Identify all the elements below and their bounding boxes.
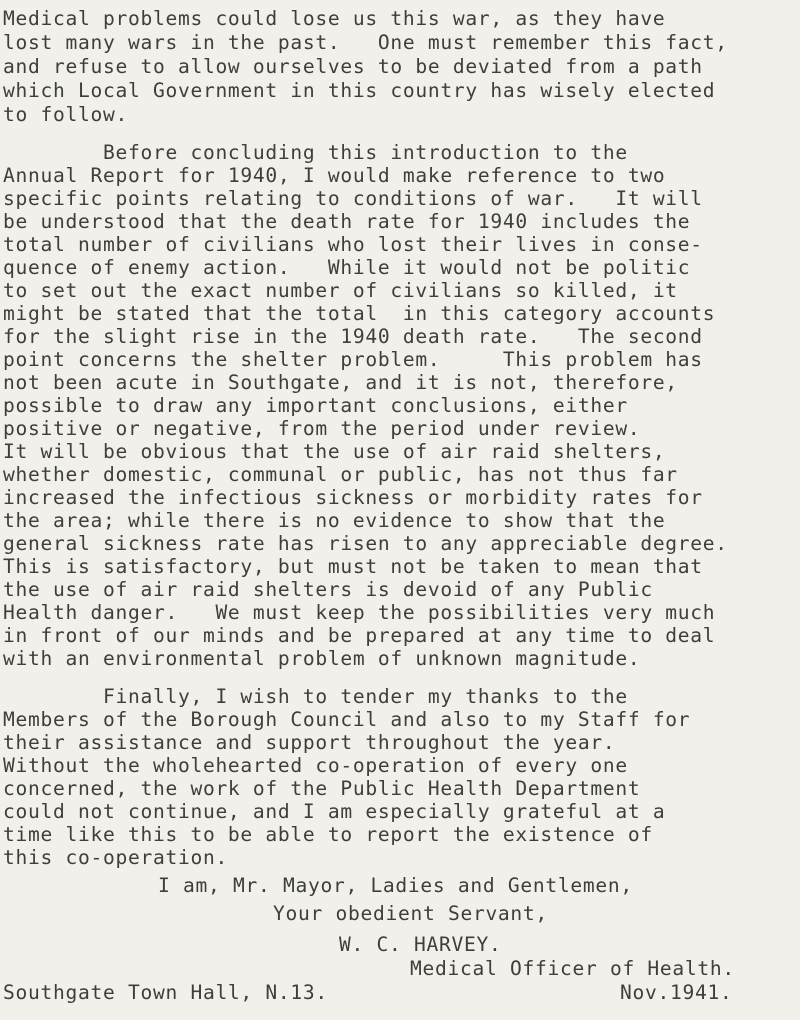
text-line: this co-operation. bbox=[3, 846, 228, 869]
text-line: time like this to be able to report the existence of bbox=[3, 823, 653, 846]
text-line: which Local Government in this country has wisely elected bbox=[3, 79, 716, 102]
text-line: point concerns the shelter problem. This problem has bbox=[3, 348, 703, 371]
text-line: the area; while there is no evidence to show that the bbox=[3, 509, 666, 532]
text-line: for the slight rise in the 1940 death rate. The second bbox=[3, 325, 703, 348]
text-line: total number of civilians who lost their lives in conse- bbox=[3, 233, 703, 256]
text-line: specific points relating to conditions of war. It will bbox=[3, 187, 703, 210]
text-line: be understood that the death rate for 1940 includes the bbox=[3, 210, 691, 233]
text-line: to set out the exact number of civilians so killed, it bbox=[3, 279, 678, 302]
text-line: Without the wholehearted co-operation of every one bbox=[3, 754, 628, 777]
text-line: lost many wars in the past. One must remember this fact, bbox=[3, 31, 728, 54]
text-line: positive or negative, from the period under review. bbox=[3, 417, 641, 440]
text-line: Members of the Borough Council and also to my Staff for bbox=[3, 708, 691, 731]
signatory-title: Medical Officer of Health. bbox=[410, 957, 735, 980]
text-line: Medical problems could lose us this war, as they have bbox=[3, 7, 666, 30]
text-line: It will be obvious that the use of air raid shelters, bbox=[3, 440, 666, 463]
text-line: possible to draw any important conclusions, either bbox=[3, 394, 628, 417]
text-line: Annual Report for 1940, I would make reference to two bbox=[3, 164, 666, 187]
text-line: the use of air raid shelters is devoid of any Public bbox=[3, 578, 653, 601]
text-line: in front of our minds and be prepared at any time to deal bbox=[3, 624, 716, 647]
address: Southgate Town Hall, N.13. bbox=[3, 981, 328, 1004]
text-line: might be stated that the total in this category accounts bbox=[3, 302, 716, 325]
text-line: not been acute in Southgate, and it is not, therefore, bbox=[3, 371, 678, 394]
text-line: This is satisfactory, but must not be taken to mean that bbox=[3, 555, 703, 578]
text-line: could not continue, and I am especially grateful at a bbox=[3, 800, 666, 823]
text-line: Before concluding this introduction to the bbox=[3, 141, 628, 164]
text-line: their assistance and support throughout the year. bbox=[3, 731, 616, 754]
text-line: quence of enemy action. While it would not be politic bbox=[3, 256, 691, 279]
text-line: increased the infectious sickness or morbidity rates for bbox=[3, 486, 703, 509]
signatory-name: W. C. HARVEY. bbox=[339, 933, 502, 956]
sign-off: Your obedient Servant, bbox=[273, 902, 548, 925]
text-line: and refuse to allow ourselves to be deviated from a path bbox=[3, 55, 703, 78]
text-line: Health danger. We must keep the possibilities very much bbox=[3, 601, 716, 624]
salutation: I am, Mr. Mayor, Ladies and Gentlemen, bbox=[158, 874, 633, 897]
text-line: with an environmental problem of unknown magnitude. bbox=[3, 647, 641, 670]
text-line: general sickness rate has risen to any appreciable degree. bbox=[3, 532, 728, 555]
text-line: to follow. bbox=[3, 103, 128, 126]
text-line: concerned, the work of the Public Health Department bbox=[3, 777, 641, 800]
date: Nov.1941. bbox=[620, 981, 733, 1004]
text-line: Finally, I wish to tender my thanks to the bbox=[3, 685, 628, 708]
text-line: whether domestic, communal or public, has not thus far bbox=[3, 463, 678, 486]
